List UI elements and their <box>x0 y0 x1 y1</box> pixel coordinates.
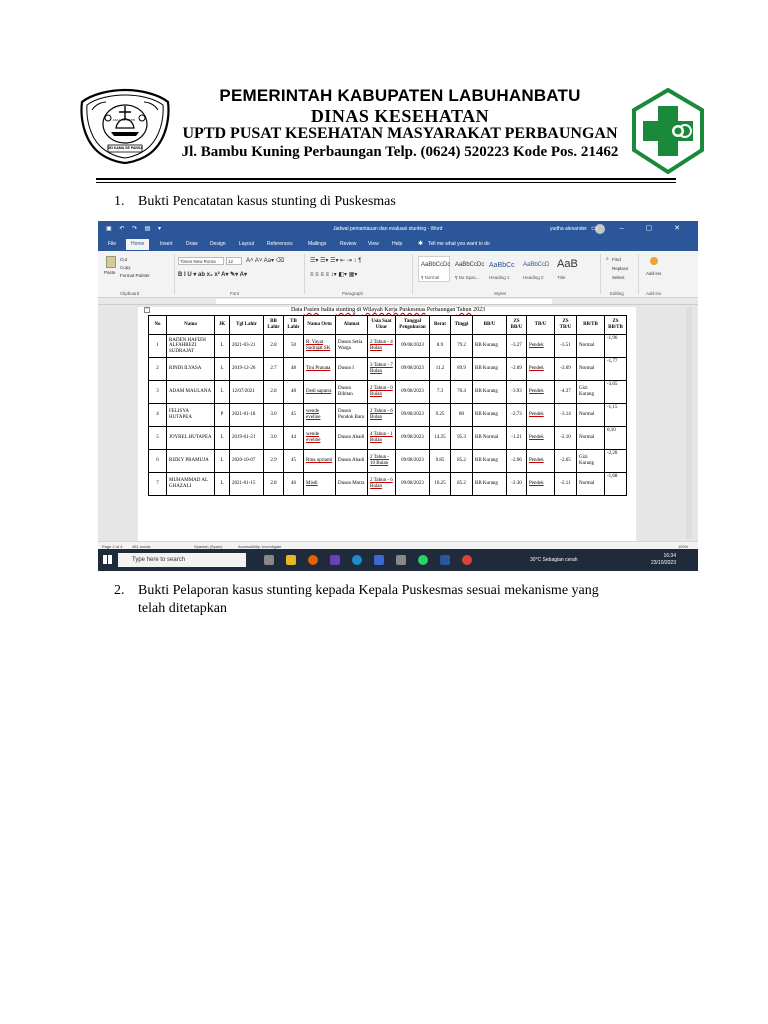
table-row <box>149 427 627 450</box>
font-size-select[interactable]: 12 <box>226 257 242 265</box>
table-cell: -2.69 <box>555 358 577 381</box>
table-cell: Tini Pranata <box>304 358 336 381</box>
table-cell: 3 Tahun - 7 Bulan <box>368 358 396 381</box>
table-cell: Normal <box>577 473 605 496</box>
table-cell: 3.0 <box>264 404 284 427</box>
column-header: Tgl Lahir <box>230 316 264 335</box>
list-item-number: 1. <box>114 194 125 209</box>
table-cell: RINDI ILYASA <box>167 358 215 381</box>
font-format-buttons[interactable]: B I U ▾ ab x₂ x² A▾ ✎▾ A▾ <box>178 272 247 278</box>
tab-design[interactable]: Design <box>210 241 226 247</box>
taskbar-search-input[interactable]: Type here to search <box>118 553 246 567</box>
table-cell: 2020-10-07 <box>230 450 264 473</box>
table-cell: wende eveline <box>304 404 336 427</box>
table-cell: 9.85 <box>430 450 451 473</box>
tab-draw[interactable]: Draw <box>186 241 198 247</box>
table-cell: 2.9 <box>264 450 284 473</box>
government-name: PEMERINTAH KABUPATEN LABUHANBATU <box>219 86 581 105</box>
table-cell: -1,96 <box>605 335 627 358</box>
window-titlebar <box>98 221 698 237</box>
table-cell: Pendek <box>527 381 555 404</box>
table-cell: 0,10 <box>605 427 627 450</box>
table-cell: Rina oprianti <box>304 450 336 473</box>
word-count[interactable]: 481 words <box>132 544 151 549</box>
tab-file[interactable]: File <box>108 241 117 247</box>
list-item-number: 2. <box>114 583 125 598</box>
tab-references[interactable]: References <box>267 241 293 247</box>
table-cell: L <box>215 335 230 358</box>
zoom-level[interactable]: 100% <box>678 544 689 549</box>
column-header: BB Lahir <box>264 316 284 335</box>
table-cell: 09/08/2023 <box>396 358 430 381</box>
clipboard-group-label: Clipboard <box>120 291 140 296</box>
table-cell: Pendek <box>527 358 555 381</box>
table-cell: 48 <box>284 381 304 404</box>
table-cell: 79.2 <box>451 335 473 358</box>
table-cell: 45 <box>284 450 304 473</box>
window-controls[interactable]: ▭ – ▢ ✕ <box>591 225 690 232</box>
task-view-icon[interactable] <box>264 555 274 565</box>
unit-name: UPTD PUSAT KESEHATAN MASYARAKAT PERBAUNGAN <box>182 125 618 142</box>
table-cell: -3.93 <box>507 381 527 404</box>
vertical-scrollbar[interactable] <box>686 307 692 539</box>
table-cell: Dusun Setia Warga <box>336 335 368 358</box>
table-cell: Normal <box>577 404 605 427</box>
quick-access-toolbar[interactable]: ▣ ↶ ↷ ▤ ▾ <box>106 226 165 232</box>
firefox-icon[interactable] <box>308 555 318 565</box>
table-cell: Normal <box>577 335 605 358</box>
chrome-icon[interactable] <box>462 555 472 565</box>
table-cell: L <box>215 473 230 496</box>
accessibility-status[interactable]: Accessibility: Investigate <box>238 544 282 549</box>
table-cell: L <box>215 381 230 404</box>
health-cross-logo-icon <box>628 88 708 174</box>
ribbon-divider <box>174 254 175 294</box>
paste-icon[interactable] <box>106 256 116 268</box>
ribbon-home <box>98 251 698 298</box>
table-cell: 48 <box>284 358 304 381</box>
column-header: Berat <box>430 316 451 335</box>
table-cell: ADAM MAULANA <box>167 381 215 404</box>
paragraph-group-label: Paragraph <box>342 291 364 296</box>
table-header-row <box>149 316 627 335</box>
table-cell: -3,65 <box>605 381 627 404</box>
table-cell: -2.96 <box>507 450 527 473</box>
table-cell: BB Kurang <box>473 358 507 381</box>
table-cell: 76.4 <box>451 381 473 404</box>
table-cell: Dusun Pondok Baru <box>336 404 368 427</box>
paste-button[interactable]: Paste <box>104 270 116 275</box>
table-cell: BB Kurang <box>473 450 507 473</box>
tab-mailings[interactable]: Mailings <box>308 241 327 247</box>
table-cell: -1,68 <box>605 473 627 496</box>
table-cell: 46 <box>284 473 304 496</box>
windows-taskbar <box>98 549 698 571</box>
list-buttons[interactable]: ☰▾ ☰▾ ☰▾ ⇤ ⇥ ↕ ¶ <box>310 258 362 264</box>
table-cell: Dusun Mutra <box>336 473 368 496</box>
table-cell: Pendek <box>527 473 555 496</box>
table-body <box>149 335 627 496</box>
table-cell: BB Normal <box>473 427 507 450</box>
table-row <box>149 473 627 496</box>
weather-widget[interactable]: 30°C Sebagian cerah <box>530 557 578 563</box>
tab-home[interactable]: Home <box>126 239 149 250</box>
table-cell: Dusun Abadi <box>336 450 368 473</box>
ribbon-divider <box>304 254 305 294</box>
word-icon[interactable] <box>440 555 450 565</box>
style-no-spacing[interactable]: AaBbCcDc ¶ No Spac... <box>455 262 485 280</box>
tab-view[interactable]: View <box>368 241 379 247</box>
table-cell: 6 <box>149 450 167 473</box>
table-cell: -3.14 <box>555 404 577 427</box>
document-page[interactable] <box>138 307 636 547</box>
table-cell: 2 Tahun - 10 Bulan <box>368 450 396 473</box>
table-cell: 2 Tahun - 0 Bulan <box>368 381 396 404</box>
table-cell: -2,20 <box>605 450 627 473</box>
table-cell: 2021-03-21 <box>230 335 264 358</box>
page-count[interactable]: Page 2 of 4 <box>102 544 123 549</box>
column-header: Alamat <box>336 316 368 335</box>
table-cell: -2.65 <box>555 450 577 473</box>
table-cell: MUHAMMAD AL GHAZALI <box>167 473 215 496</box>
table-row <box>149 335 627 358</box>
table-caption: Data Pasien balita stunting di Wilayah Kerja Puskesmas Perbaungan Tahun 2023 <box>290 307 486 313</box>
file-explorer-icon[interactable] <box>286 555 296 565</box>
table-cell: Dusun I <box>336 358 368 381</box>
table-cell: -2.10 <box>555 427 577 450</box>
table-cell: 2.8 <box>264 473 284 496</box>
table-cell: Pendek <box>527 335 555 358</box>
table-cell: 3 <box>149 381 167 404</box>
font-grow-shrink-buttons[interactable]: A˄ A˅ Aa▾ ⌫ <box>246 258 285 264</box>
find-button[interactable]: Find <box>612 257 621 262</box>
mail-icon[interactable] <box>396 555 406 565</box>
table-cell: 4 <box>149 404 167 427</box>
table-cell: 80 <box>451 404 473 427</box>
table-cell: JOYREL HUTAPEA <box>167 427 215 450</box>
table-cell: 85.2 <box>451 473 473 496</box>
table-cell: 2019-12-26 <box>230 358 264 381</box>
lightbulb-icon: ✱ <box>418 241 424 247</box>
tab-help[interactable]: Help <box>392 241 403 247</box>
table-cell: 10.25 <box>430 473 451 496</box>
replace-button[interactable]: Replace <box>612 266 629 271</box>
table-cell: 50 <box>284 335 304 358</box>
store-icon[interactable] <box>374 555 384 565</box>
table-row <box>149 450 627 473</box>
table-cell: BB Kurang <box>473 335 507 358</box>
cut-button[interactable]: Cut <box>120 257 128 262</box>
table-cell: FELISYA HUTAPEA <box>167 404 215 427</box>
column-header: Tinggi <box>451 316 473 335</box>
font-group-label: Font <box>230 291 240 296</box>
table-cell: 09/08/2023 <box>396 427 430 450</box>
format-painter-button[interactable]: Format Painter <box>120 273 150 278</box>
column-header: Nama <box>167 316 215 335</box>
system-clock[interactable]: 16:34 23/10/2023 <box>650 553 676 566</box>
table-move-handle[interactable]: + <box>145 307 149 312</box>
table-row <box>149 381 627 404</box>
column-header: ZS BB/U <box>507 316 527 335</box>
alignment-buttons[interactable]: ≡ ≡ ≡ ≡ ↕▾ ◧▾ ▦▾ <box>310 272 358 278</box>
table-row <box>149 358 627 381</box>
table-cell: 2021-01-18 <box>230 404 264 427</box>
copy-button[interactable]: Copy <box>120 265 131 270</box>
table-cell: 7 <box>149 473 167 496</box>
table-cell: 5 <box>149 427 167 450</box>
table-cell: -1.21 <box>507 427 527 450</box>
table-cell: 3.0 <box>264 427 284 450</box>
agency-name: DINAS KESEHATAN <box>310 106 490 126</box>
font-name-select[interactable]: Times New Roma <box>178 257 224 265</box>
table-cell: L <box>215 358 230 381</box>
table-cell: L <box>215 427 230 450</box>
table-cell: -1,15 <box>605 404 627 427</box>
addins-group-label: Add-ins <box>646 291 662 296</box>
table-cell: 2 Tahun - 4 Bulan <box>368 335 396 358</box>
style-normal[interactable]: AaBbCcDc ¶ Normal <box>418 256 450 282</box>
letterhead-rule-thick <box>96 178 676 180</box>
table-cell: -3.51 <box>555 335 577 358</box>
column-header: Usia Saat Ukur <box>368 316 396 335</box>
table-cell: 2 Tahun - 6 Bulan <box>368 473 396 496</box>
table-cell: 2021-01-15 <box>230 473 264 496</box>
table-cell: Pendek <box>527 427 555 450</box>
table-cell: Dusun Bibitan <box>336 381 368 404</box>
ribbon-divider <box>600 254 601 294</box>
table-cell: BB Kurang <box>473 381 507 404</box>
app-icon[interactable] <box>330 555 340 565</box>
column-header: BB/U <box>473 316 507 335</box>
styles-group-label: Styles <box>494 291 507 296</box>
tab-review[interactable]: Review <box>340 241 357 247</box>
table-cell: 2.7 <box>264 358 284 381</box>
addins-icon <box>650 257 658 265</box>
table-cell: 8.9 <box>430 335 451 358</box>
table-cell: 2.8 <box>264 381 284 404</box>
table-cell: 2 <box>149 358 167 381</box>
letterhead-rule-thin <box>96 182 676 183</box>
table-cell: Gizi Kurang <box>577 381 605 404</box>
address-line: Jl. Bambu Kuning Perbaungan Telp. (0624) 520223 Kode Pos. 21462 <box>181 144 619 160</box>
table-cell: -4.37 <box>555 381 577 404</box>
tell-me-input[interactable]: Tell me what you want to do <box>428 241 490 247</box>
table-cell: Dedi saputra <box>304 381 336 404</box>
tab-insert[interactable]: Insert <box>160 241 173 247</box>
table-cell: -2.30 <box>507 473 527 496</box>
table-cell: Normal <box>577 427 605 450</box>
whatsapp-icon[interactable] <box>418 555 428 565</box>
list-item-text: Bukti Pencatatan kasus stunting di Puskesmas <box>138 194 396 209</box>
column-header: Tanggal Pengukuran <box>396 316 430 335</box>
table-cell: -2.11 <box>555 473 577 496</box>
table-cell: 95.3 <box>451 427 473 450</box>
column-header: No <box>149 316 167 335</box>
language-indicator[interactable]: Spanish (Spain) <box>194 544 223 549</box>
horizontal-ruler[interactable] <box>98 298 698 305</box>
ribbon-divider <box>638 254 639 294</box>
status-bar <box>98 541 698 549</box>
table-cell: Normal <box>577 358 605 381</box>
addins-button[interactable]: Add-ins <box>646 271 662 276</box>
regency-seal-icon <box>78 88 172 164</box>
table-cell: 2.8 <box>264 335 284 358</box>
word-window-screenshot <box>98 221 698 571</box>
windows-start-icon[interactable] <box>103 555 112 564</box>
table-cell: RIZKY PRAMUJA <box>167 450 215 473</box>
table-cell: R. Yayat Sudrajat SK <box>304 335 336 358</box>
table-cell: 12/07/2021 <box>230 381 264 404</box>
table-cell: 2019-01-21 <box>230 427 264 450</box>
table-cell: 11.2 <box>430 358 451 381</box>
table-cell: Misdi <box>304 473 336 496</box>
table-cell: P <box>215 404 230 427</box>
stunting-data-table <box>148 315 627 496</box>
table-cell: BB Kurang <box>473 473 507 496</box>
table-cell: Dusun Abadi <box>336 427 368 450</box>
table-cell: -2.73 <box>507 404 527 427</box>
column-header: Nama Ortu <box>304 316 336 335</box>
window-title: Jadwal pemantauan dan evaluasi stunting - Word <box>333 226 443 232</box>
edge-icon[interactable] <box>352 555 362 565</box>
style-heading-1[interactable]: AaBbCc Heading 1 <box>489 262 515 280</box>
table-cell: -1,77 <box>605 358 627 381</box>
table-cell: BB Kurang <box>473 404 507 427</box>
table-cell: 09/08/2023 <box>396 335 430 358</box>
table-cell: -2.69 <box>507 358 527 381</box>
table-cell: 9.25 <box>430 404 451 427</box>
search-icon: ⌕ <box>606 256 609 262</box>
table-cell: 44 <box>284 427 304 450</box>
list-item-text: Bukti Pelaporan kasus stunting kepada Kepala Puskesmas sesuai mekanisme yang telah ditetapkan <box>138 583 599 616</box>
style-title[interactable]: AaB Title <box>557 258 578 280</box>
user-name: yudha alexander <box>550 226 587 232</box>
table-cell: Gizi Kurang <box>577 450 605 473</box>
table-cell: 09/08/2023 <box>396 473 430 496</box>
table-row <box>149 404 627 427</box>
editing-group-label: Editing <box>610 291 624 296</box>
column-header: TB Lahir <box>284 316 304 335</box>
column-header: ZS TB/U <box>555 316 577 335</box>
table-cell: 09/08/2023 <box>396 404 430 427</box>
table-cell: RADEN HAFIZH ALFAHREZI SUDRAJAT <box>167 335 215 358</box>
select-button[interactable]: Select <box>612 275 625 280</box>
column-header: ZS BB/TB <box>605 316 627 335</box>
column-header: BB/TB <box>577 316 605 335</box>
column-header: JK <box>215 316 230 335</box>
table-cell: 14.25 <box>430 427 451 450</box>
table-cell: Pendek <box>527 404 555 427</box>
seal-motto-top: ASA LAN MESTI <box>112 118 136 122</box>
table-cell: 7.3 <box>430 381 451 404</box>
table-cell: Pendek <box>527 450 555 473</box>
table-cell: 09/08/2023 <box>396 450 430 473</box>
table-cell: -3.27 <box>507 335 527 358</box>
table-cell: 2 Tahun - 6 Bulan <box>368 404 396 427</box>
ribbon-divider <box>412 254 413 294</box>
table-cell: 09/08/2023 <box>396 381 430 404</box>
seal-motto: SEI KAMA SE PANSA <box>107 146 143 150</box>
table-cell: 89.9 <box>451 358 473 381</box>
column-header: TB/U <box>527 316 555 335</box>
table-cell: 1 <box>149 335 167 358</box>
table-cell: wende eveline <box>304 427 336 450</box>
table-cell: L <box>215 450 230 473</box>
table-cell: 45 <box>284 404 304 427</box>
table-cell: 85.2 <box>451 450 473 473</box>
style-heading-2[interactable]: AaBbCcD Heading 2 <box>523 262 550 280</box>
tab-layout[interactable]: Layout <box>239 241 255 247</box>
ribbon-tab-bar <box>98 237 698 251</box>
table-cell: 4 Tahun - 1 Bulan <box>368 427 396 450</box>
